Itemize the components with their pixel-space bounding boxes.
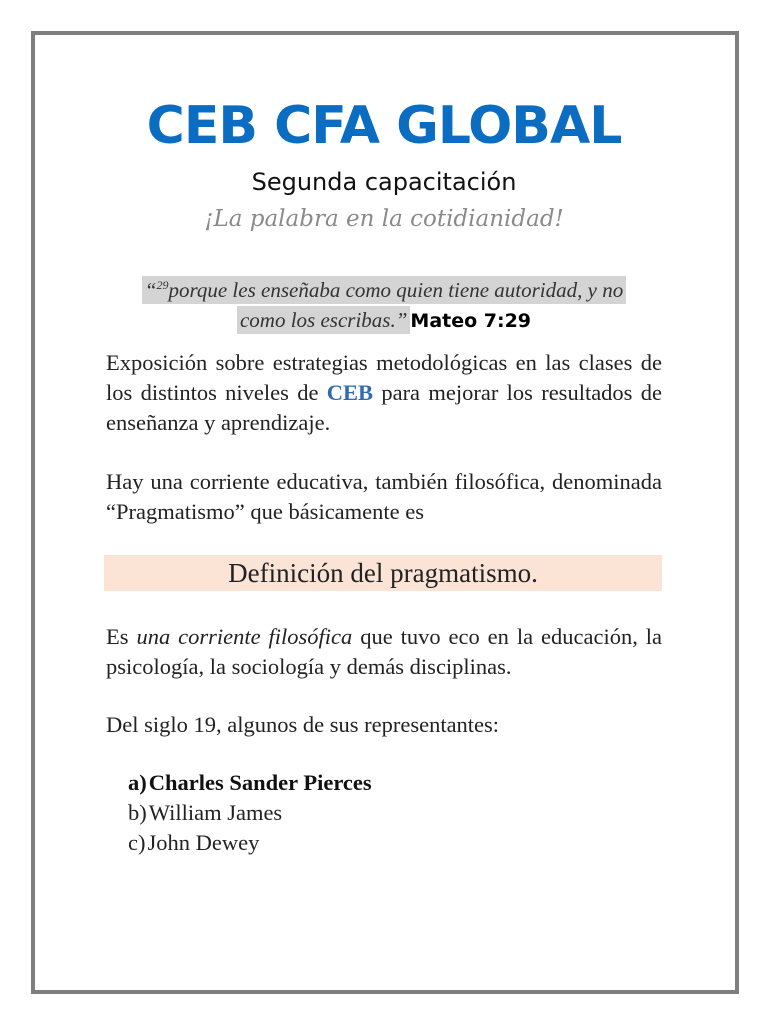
representative-name: William James xyxy=(148,800,283,825)
list-marker: b) xyxy=(128,800,147,825)
verse-reference: Mateo 7:29 xyxy=(410,310,532,332)
representatives-intro: Del siglo 19, algunos de sus representantes: xyxy=(106,712,500,737)
pragmatism-intro-paragraph: Hay una corriente educativa, también filosófica, denominada “Pragmatismo” que básicamente es xyxy=(106,469,662,524)
verse-text-line2: como los escribas. xyxy=(239,308,396,332)
page-subtitle: Segunda capacitación xyxy=(251,168,517,196)
list-marker: c) xyxy=(128,830,146,855)
representative-name: Charles Sander Pierces xyxy=(148,770,372,795)
list-item xyxy=(128,798,628,828)
list-marker: a) xyxy=(128,770,147,795)
bible-verse xyxy=(110,270,658,336)
list-item xyxy=(128,828,628,858)
verse-text-line1: porque les enseñaba como quien tiene autoridad, y no xyxy=(168,278,624,302)
page-title: CEB CFA GLOBAL xyxy=(146,96,622,156)
verse-highlight-line1: “$^{29}$porque les enseñaba como quien tiene autoridad, y no xyxy=(142,276,626,304)
section-heading: Definición del pragmatismo. xyxy=(104,555,662,591)
intro-text-start: Exposición sobre estrategias metodológicas en las clases de los distintos niveles de xyxy=(106,350,662,405)
ceb-highlight: CEB xyxy=(326,380,374,405)
definition-paragraph xyxy=(106,622,662,682)
intro-paragraph xyxy=(106,348,662,438)
definition-text-start: Es xyxy=(106,624,137,649)
verse-highlight-line2: como los escribas.” xyxy=(237,306,410,334)
representatives-list xyxy=(128,768,628,858)
page-tagline: ¡La palabra en la cotidianidad! xyxy=(204,206,564,232)
definition-text-end: que tuvo eco en la educación, la psicología, la sociología y demás disciplinas. xyxy=(106,624,662,679)
representative-name: John Dewey xyxy=(147,830,260,855)
intro-text-end: para mejorar los resultados de enseñanza y aprendizaje. xyxy=(106,380,662,435)
definition-italic: una corriente filosófica xyxy=(136,624,353,649)
verse-number: 29 xyxy=(156,278,169,292)
list-item xyxy=(128,768,628,798)
